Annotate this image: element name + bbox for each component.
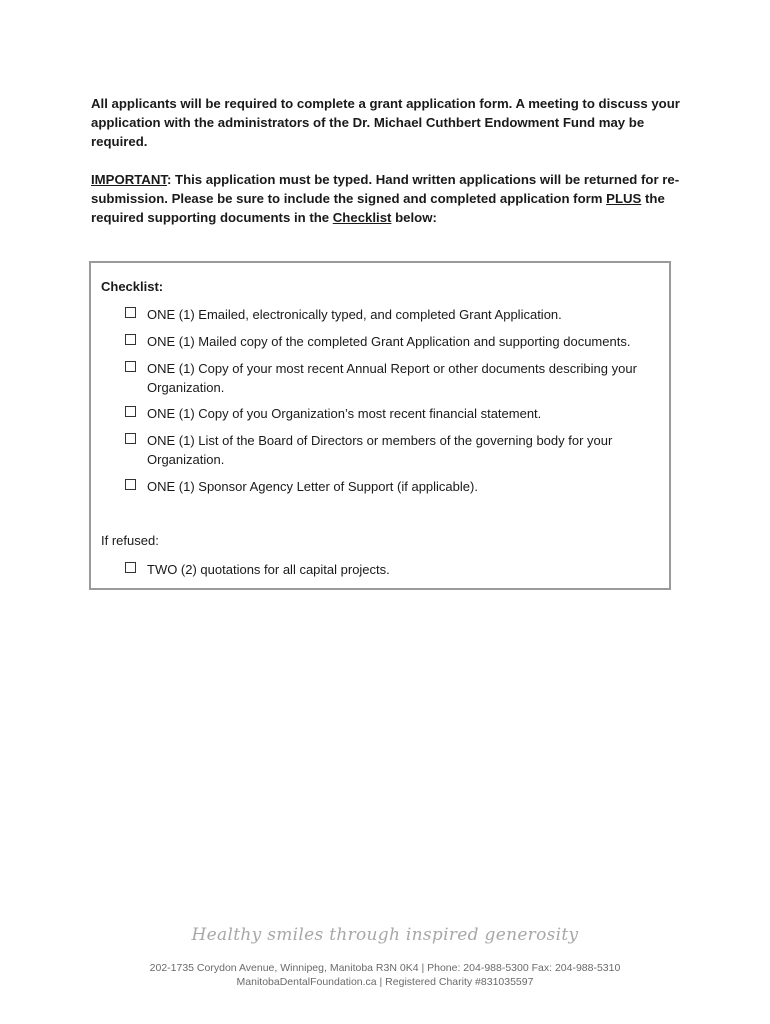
checklist-item-text: ONE (1) List of the Board of Directors or members of the governing body for your Organization. (147, 433, 613, 467)
important-text-2: the required supporting documents in the (91, 191, 665, 225)
plus-label: PLUS (606, 191, 642, 206)
footer-tagline: Healthy smiles through inspired generosity (191, 925, 579, 945)
checkbox[interactable] (125, 479, 136, 490)
footer-address: 202-1735 Corydon Avenue, Winnipeg, Manitoba R3N 0K4 | Phone: 204-988-5300 Fax: 204-988-5310 (149, 962, 621, 974)
important-label: IMPORTANT (91, 172, 167, 187)
important-text-3: below: (391, 210, 437, 225)
checklist-item-text: ONE (1) Emailed, electronically typed, and completed Grant Application. (147, 307, 562, 322)
checklist-item-text: TWO (2) quotations for all capital projects. (147, 562, 390, 577)
checklist-link: Checklist (332, 210, 392, 225)
checklist-box (89, 261, 671, 590)
intro-paragraph: All applicants will be required to complete a grant application form. A meeting to discuss your application with the administrators of the Dr. Michael Cuthbert Endowment Fund may be required. (91, 96, 680, 149)
checklist-item-text: ONE (1) Sponsor Agency Letter of Support (if applicable). (147, 479, 478, 494)
checkbox[interactable] (125, 307, 136, 318)
intro-text (91, 94, 691, 227)
checklist-item-text: ONE (1) Copy of your most recent Annual Report or other documents describing your Organization. (147, 361, 637, 395)
checklist-item[interactable] (125, 477, 665, 496)
checklist-item[interactable] (125, 359, 665, 397)
checkbox[interactable] (125, 562, 136, 573)
footer-website: ManitobaDentalFoundation.ca | Registered Charity #831035597 (236, 976, 534, 988)
refused-label: If refused: (101, 533, 159, 548)
checklist-item[interactable] (125, 431, 665, 469)
important-text-1: : This application must be typed. Hand written applications will be returned for re-submission. Please be sure to include the signed and completed application form (91, 172, 680, 206)
checklist-item-text: ONE (1) Mailed copy of the completed Grant Application and supporting documents. (147, 334, 631, 349)
checklist-item-text: ONE (1) Copy of you Organization’s most recent financial statement. (147, 406, 542, 421)
checkbox[interactable] (125, 433, 136, 444)
checklist-item[interactable] (125, 305, 665, 324)
checklist-item[interactable] (125, 332, 665, 351)
checkbox[interactable] (125, 334, 136, 345)
checkbox[interactable] (125, 361, 136, 372)
checklist-item[interactable] (125, 404, 665, 423)
checklist-item[interactable] (125, 560, 665, 579)
checkbox[interactable] (125, 406, 136, 417)
important-paragraph (91, 170, 691, 227)
checklist-title: Checklist: (101, 279, 164, 294)
